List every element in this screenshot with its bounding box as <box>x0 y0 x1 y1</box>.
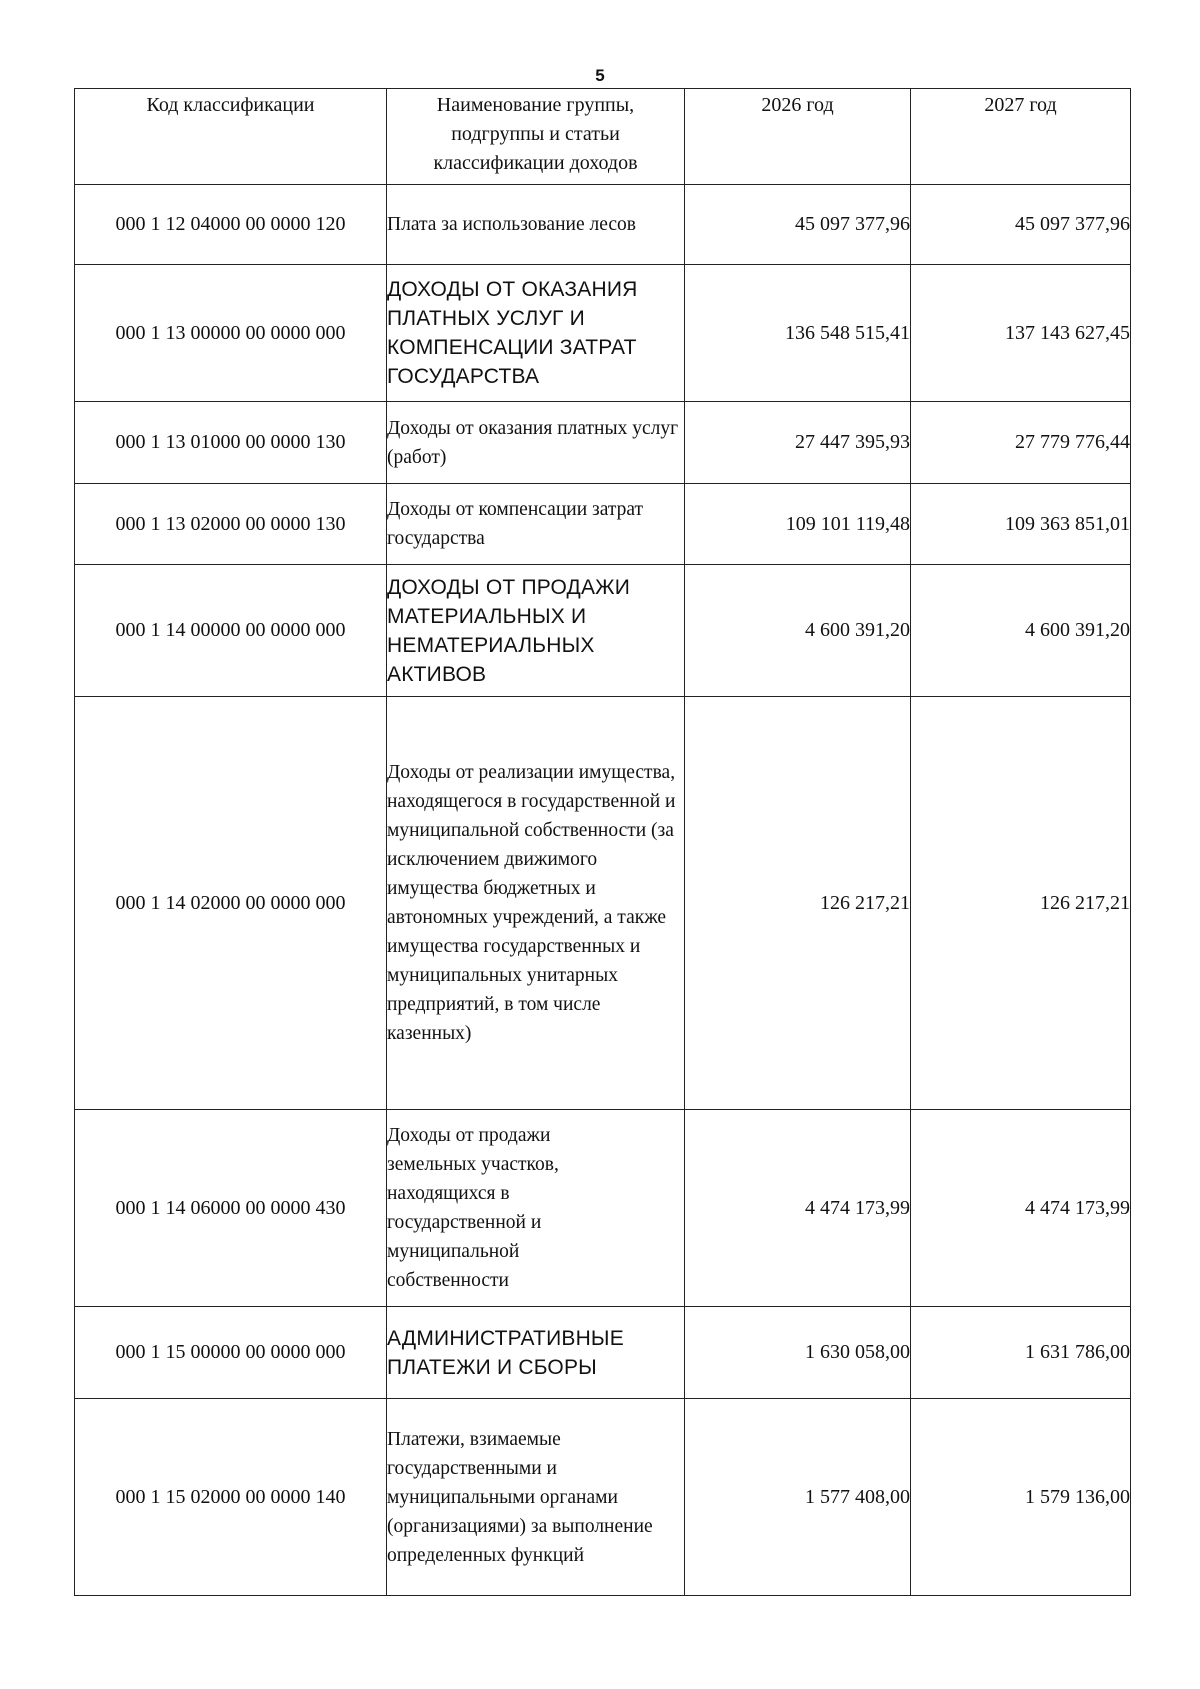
row-name: АДМИНИСТРАТИВНЫЕ ПЛАТЕЖИ И СБОРЫ <box>387 1307 685 1399</box>
page-number: 5 <box>595 66 605 85</box>
row-code: 000 1 14 00000 00 0000 000 <box>75 565 387 697</box>
row-value-2026: 1 577 408,00 <box>685 1399 911 1596</box>
table-row <box>75 697 1131 1110</box>
table-header-row <box>75 89 1131 185</box>
row-value-2027: 1 579 136,00 <box>911 1399 1131 1596</box>
header-2026: 2026 год <box>685 89 911 185</box>
row-value-2026: 45 097 377,96 <box>685 185 911 265</box>
row-value-2027: 4 474 173,99 <box>911 1110 1131 1307</box>
table-row <box>75 484 1131 565</box>
row-code: 000 1 14 02000 00 0000 000 <box>75 697 387 1110</box>
table-row <box>75 1110 1131 1307</box>
table-row <box>75 185 1131 265</box>
table-row <box>75 402 1131 484</box>
row-code: 000 1 14 06000 00 0000 430 <box>75 1110 387 1307</box>
row-name: Доходы от компенсации затрат государства <box>387 484 685 565</box>
row-code: 000 1 15 00000 00 0000 000 <box>75 1307 387 1399</box>
header-name: Наименование группы, подгруппы и статьи классификации доходов <box>387 89 685 185</box>
table-row <box>75 1399 1131 1596</box>
header-code: Код классификации <box>75 89 387 185</box>
row-code: 000 1 12 04000 00 0000 120 <box>75 185 387 265</box>
row-value-2027: 4 600 391,20 <box>911 565 1131 697</box>
header-2027: 2027 год <box>911 89 1131 185</box>
row-name: Доходы от оказания платных услуг (работ) <box>387 402 685 484</box>
row-name: Платежи, взимаемые государственными и муниципальными органами (организациями) за выполнение определенных функций <box>387 1399 685 1596</box>
row-value-2027: 1 631 786,00 <box>911 1307 1131 1399</box>
row-name: Плата за использование лесов <box>387 185 685 265</box>
row-code: 000 1 13 02000 00 0000 130 <box>75 484 387 565</box>
table-row <box>75 565 1131 697</box>
row-value-2027: 109 363 851,01 <box>911 484 1131 565</box>
row-name: ДОХОДЫ ОТ ОКАЗАНИЯ ПЛАТНЫХ УСЛУГ И КОМПЕНСАЦИИ ЗАТРАТ ГОСУДАРСТВА <box>387 265 685 402</box>
row-name: Доходы от реализации имущества, находящегося в государственной и муниципальной собственности (за исключением движимого имущества бюджетных и автономных учреждений, а также имущества государственных и муниципальных унитарных предприятий, в том числе казенных) <box>387 697 685 1110</box>
row-value-2026: 136 548 515,41 <box>685 265 911 402</box>
row-name: Доходы от продажи земельных участков, находящихся в государственной и муниципальной собственности <box>387 1110 685 1307</box>
row-name: ДОХОДЫ ОТ ПРОДАЖИ МАТЕРИАЛЬНЫХ И НЕМАТЕРИАЛЬНЫХ АКТИВОВ <box>387 565 685 697</box>
row-code: 000 1 13 00000 00 0000 000 <box>75 265 387 402</box>
row-value-2026: 1 630 058,00 <box>685 1307 911 1399</box>
row-value-2026: 109 101 119,48 <box>685 484 911 565</box>
row-value-2027: 45 097 377,96 <box>911 185 1131 265</box>
row-value-2027: 137 143 627,45 <box>911 265 1131 402</box>
row-value-2026: 4 474 173,99 <box>685 1110 911 1307</box>
row-code: 000 1 13 01000 00 0000 130 <box>75 402 387 484</box>
row-value-2027: 27 779 776,44 <box>911 402 1131 484</box>
row-code: 000 1 15 02000 00 0000 140 <box>75 1399 387 1596</box>
table-row <box>75 1307 1131 1399</box>
row-value-2026: 27 447 395,93 <box>685 402 911 484</box>
row-value-2026: 4 600 391,20 <box>685 565 911 697</box>
row-value-2026: 126 217,21 <box>685 697 911 1110</box>
table-row <box>75 265 1131 402</box>
row-value-2027: 126 217,21 <box>911 697 1131 1110</box>
revenue-table <box>74 88 1131 1596</box>
